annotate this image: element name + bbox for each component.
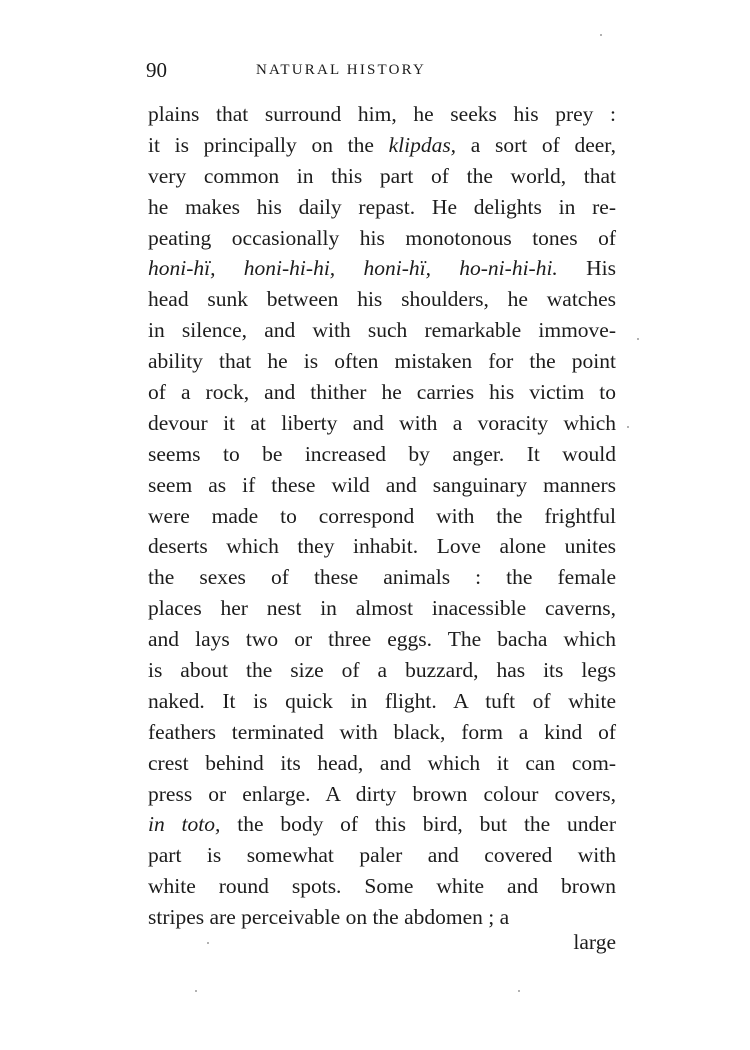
text-segment: seems to be increased by anger. It would (148, 441, 616, 466)
text-line (148, 501, 616, 532)
text-segment: crest behind its head, and which it can com- (148, 750, 616, 775)
text-line (148, 655, 616, 686)
text-segment: press or enlarge. A dirty brown colour covers, (148, 781, 616, 806)
text-segment: a sort of deer, (456, 132, 616, 157)
text-line (148, 470, 616, 501)
text-segment: in silence, and with such remarkable immove- (148, 318, 616, 343)
page-number: 90 (146, 58, 167, 82)
text-segment: the sexes of these animals : the female (148, 565, 616, 590)
text-line (148, 439, 616, 470)
paper-speck (627, 426, 629, 428)
body-text (148, 99, 616, 933)
page-header (146, 58, 616, 86)
text-line (148, 315, 616, 346)
text-segment: he makes his daily repast. He delights in re- (148, 194, 616, 219)
text-segment: places her nest in almost inacessible caverns, (148, 596, 616, 621)
italic-text: in toto, (148, 812, 221, 837)
catchword: large (573, 930, 616, 954)
text-segment: devour it at liberty and with a voracity which (148, 410, 616, 435)
text-segment: is about the size of a buzzard, has its legs (148, 658, 616, 683)
text-line (148, 377, 616, 408)
italic-text: klipdas, (388, 132, 457, 157)
text-line (148, 840, 616, 871)
text-line (148, 871, 616, 902)
paper-speck (518, 990, 520, 992)
text-line (148, 346, 616, 377)
text-line (148, 223, 616, 254)
text-line (148, 779, 616, 810)
text-line (148, 748, 616, 779)
text-line (148, 531, 616, 562)
text-line (148, 562, 616, 593)
text-line (148, 686, 616, 717)
text-segment: seem as if these wild and sanguinary manners (148, 472, 616, 497)
text-segment: very common in this part of the world, that (148, 163, 616, 188)
text-segment: feathers terminated with black, form a kind of (148, 719, 616, 744)
text-segment: His (557, 256, 616, 281)
text-segment: head sunk between his shoulders, he watches (148, 287, 616, 312)
text-line (148, 161, 616, 192)
text-line (148, 593, 616, 624)
text-segment: were made to correspond with the frightful (148, 503, 616, 528)
text-line (148, 130, 616, 161)
text-segment: naked. It is quick in flight. A tuft of white (148, 688, 616, 713)
text-segment: it is principally on the (148, 132, 389, 157)
text-segment: deserts which they inhabit. Love alone unites (148, 534, 616, 559)
text-line (148, 624, 616, 655)
running-title: NATURAL HISTORY (256, 62, 427, 78)
text-line (148, 284, 616, 315)
italic-text: honi-hï, honi-hi-hi, honi-hï, ho-ni-hi-hi. (148, 256, 558, 281)
text-segment: plains that surround him, he seeks his prey : (148, 102, 616, 126)
paper-speck (207, 942, 209, 944)
text-line (148, 99, 616, 130)
text-segment: the body of this bird, but the under (220, 812, 616, 837)
text-segment: of a rock, and thither he carries his victim to (148, 380, 616, 405)
paper-speck (637, 338, 639, 340)
paper-speck (600, 34, 602, 36)
paper-speck (195, 990, 197, 992)
text-segment: white round spots. Some white and brown (148, 874, 616, 899)
text-line (148, 902, 616, 933)
text-segment: and lays two or three eggs. The bacha which (148, 627, 616, 652)
text-line (148, 253, 616, 284)
text-segment: peating occasionally his monotonous tones of (148, 225, 616, 250)
text-line (148, 717, 616, 748)
text-line (148, 408, 616, 439)
text-segment: part is somewhat paler and covered with (148, 843, 616, 868)
text-segment: stripes are perceivable on the abdomen ; a (148, 905, 510, 930)
text-segment: ability that he is often mistaken for the point (148, 349, 616, 374)
text-line (148, 809, 616, 840)
text-line (148, 192, 616, 223)
